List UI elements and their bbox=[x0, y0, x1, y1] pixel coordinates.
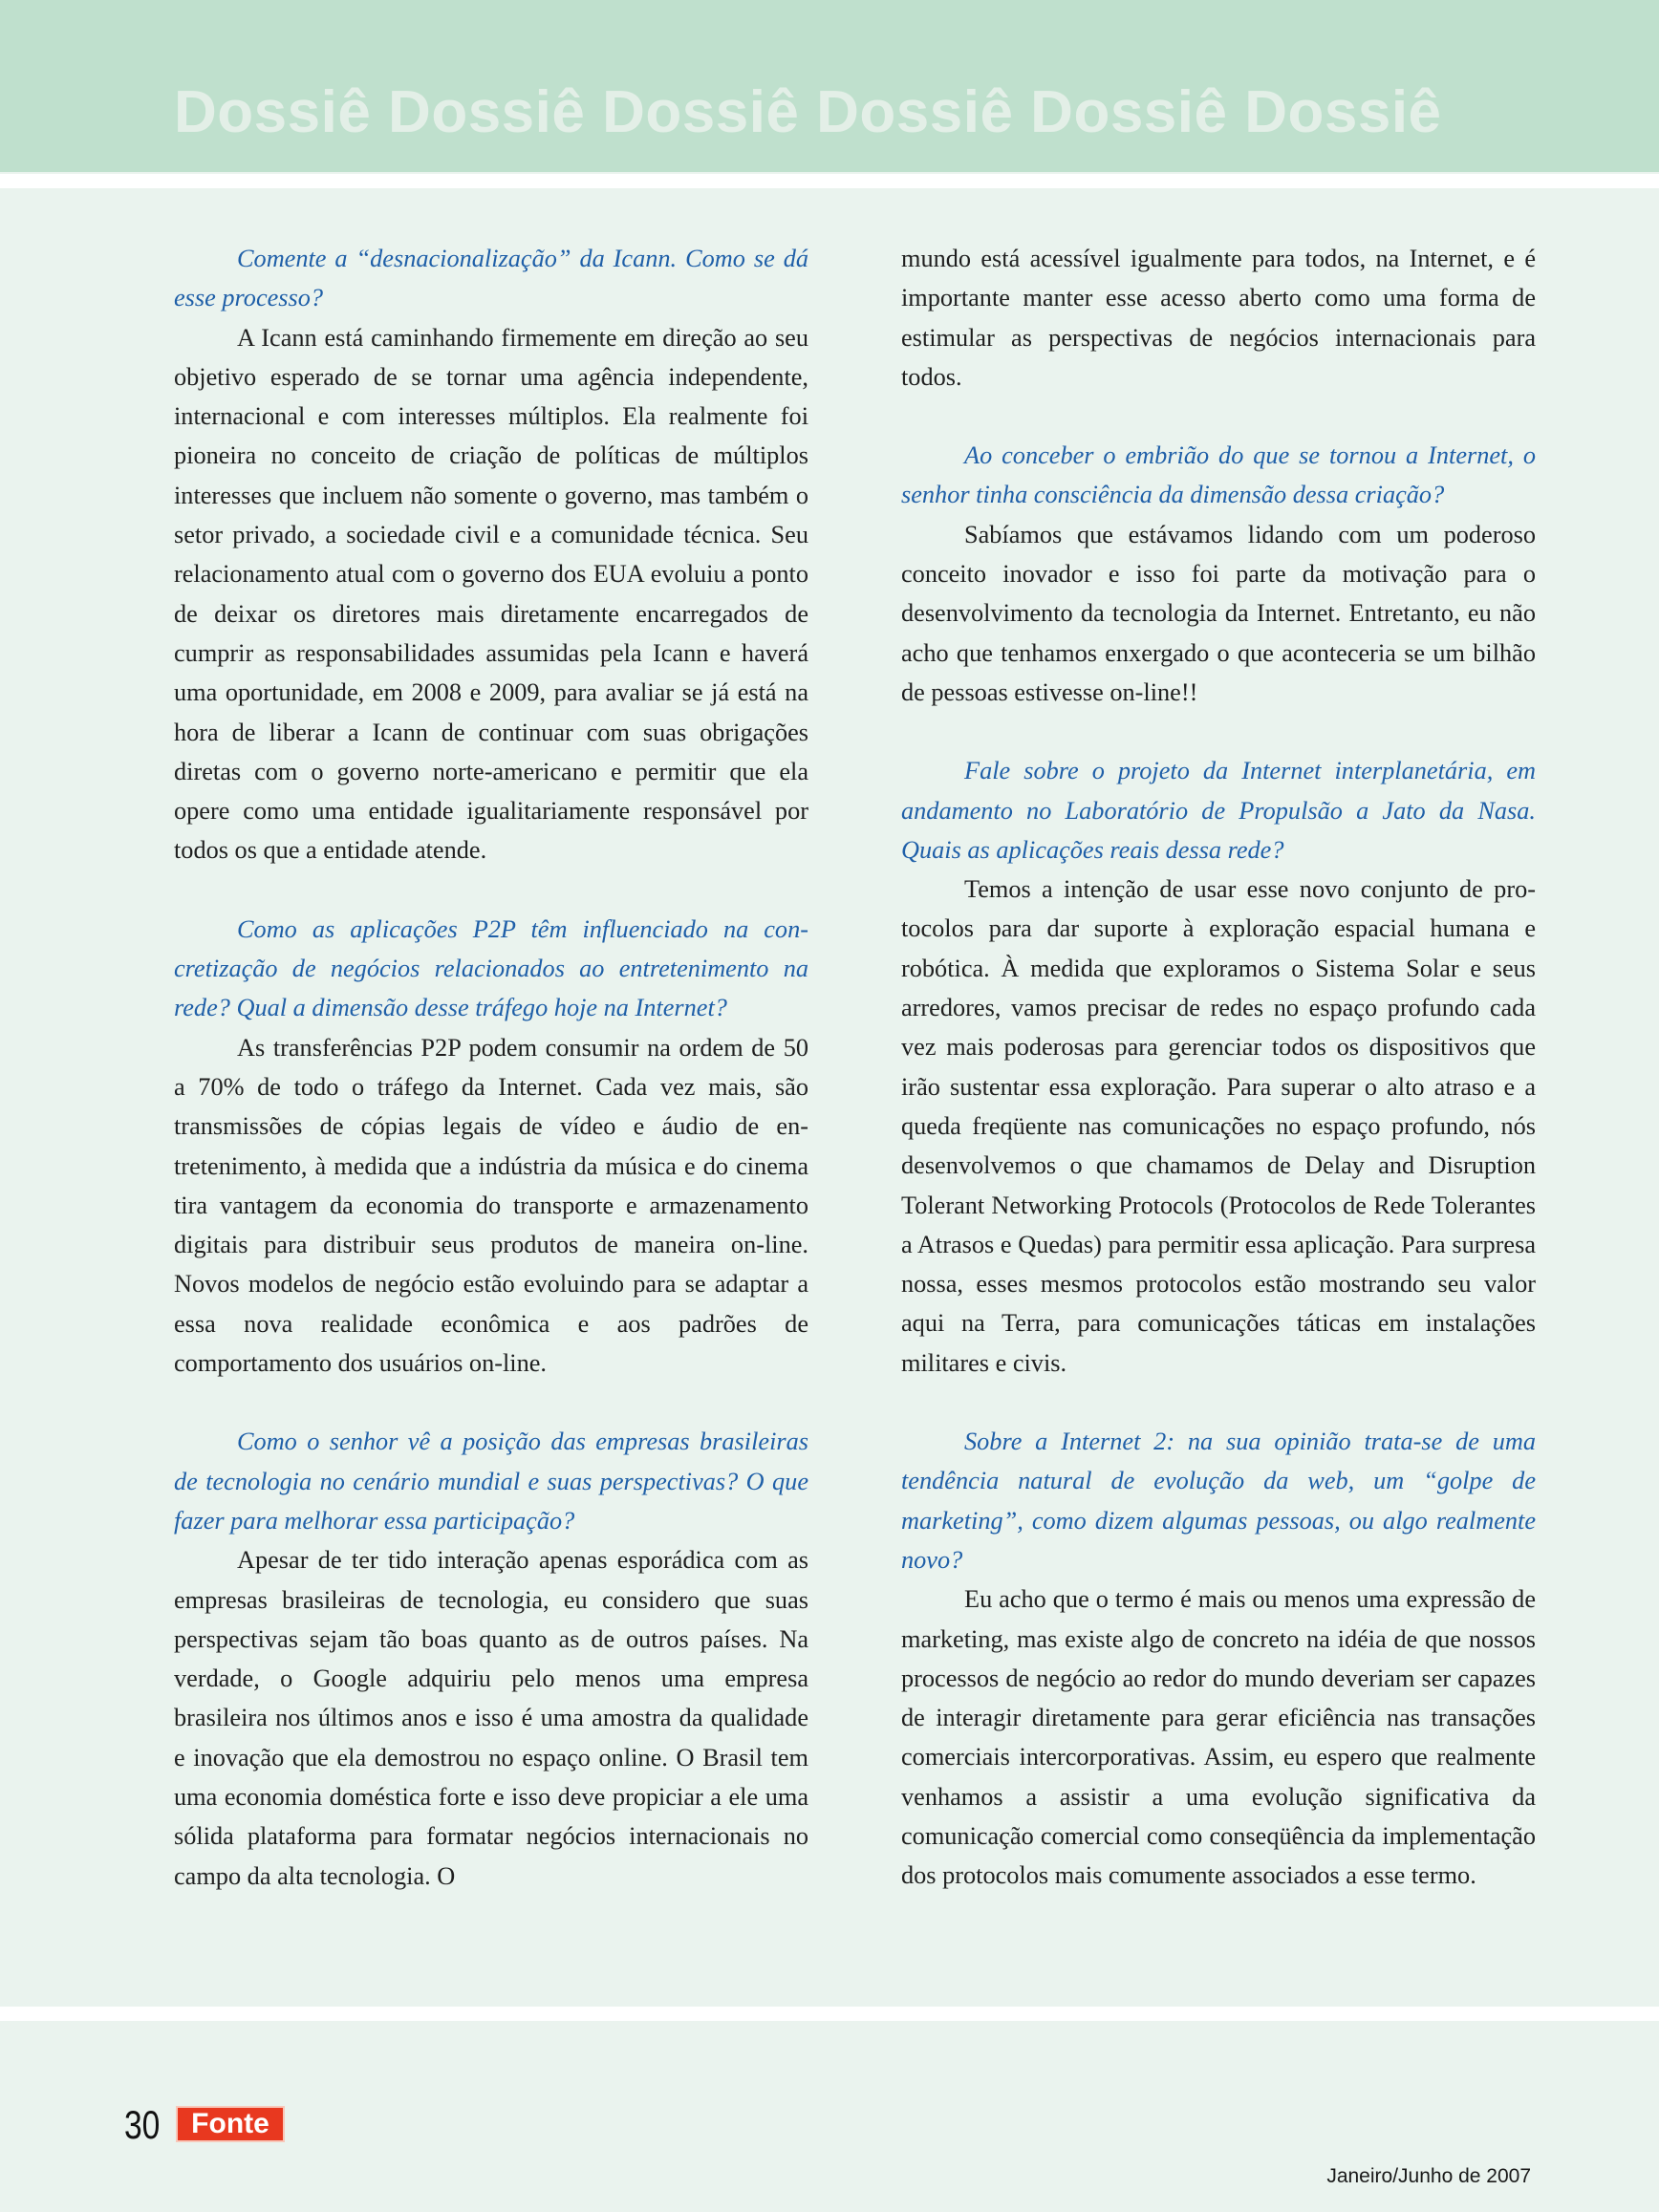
paragraph-gap bbox=[174, 1383, 808, 1422]
question-6: Sobre a Internet 2: na sua opinião trata-se de uma tendência natural de evolução da web, um “golpe de marketing”, como dizem algumas pessoas, ou algo realmente novo? bbox=[901, 1428, 1536, 1574]
left-column bbox=[174, 239, 808, 1896]
question-5: Fale sobre o projeto da Internet interplanetária, em andamento no Laboratório de Propulsão a Jato da Nasa. Quais as aplicações reais dessa rede? bbox=[901, 757, 1536, 864]
answer-4: Sabíamos que estávamos lidando com um poderoso conceito inovador e isso foi parte da motivação para o desenvolvimento da tecnologia da Internet. Entretanto, eu não acho que tenhamos enxergado o que aconteceria se um bilhão de pessoas estivesse on-line!! bbox=[901, 520, 1536, 706]
issue-date: Janeiro/Junho de 2007 bbox=[1326, 2165, 1531, 2187]
question-3: Como o senhor vê a posição das empresas brasileiras de tecnologia no cenário mundial e suas perspectivas? O que fazer para melhorar essa participação? bbox=[174, 1428, 808, 1535]
paragraph-gap bbox=[174, 870, 808, 910]
question-2: Como as aplicações P2P têm influenciado na concretização de negócios relacionados ao entretenimento na rede? Qual a dimensão desse tráfego hoje na Internet? bbox=[174, 914, 808, 1022]
answer-1: A Icann está caminhando firmemente em direção ao seu objetivo esperado de se tornar uma agência independente, internacional e com interesses múltiplos. Ela realmente foi pioneira no conceito de criação de políticas de múltiplos interesses que incluem não somente o governo, mas também o setor privado, a sociedade civil e a comunidade técnica. Seu relacionamento atual com o governo dos EUA evoluiu a ponto de deixar os diretores mais diretamente encarregados de cumprir as responsabilidades assumidas pela Icann e haverá uma oportunidade, em 2008 e 2009, para avaliar se já está na hora de liberar a Icann de continuar com suas obrigações diretas com o governo norte-americano e permitir que ela opere como uma entidade igualitariamente responsável por todos os que a entidade atende. bbox=[174, 323, 808, 865]
paragraph-gap bbox=[901, 1383, 1536, 1422]
right-column bbox=[901, 239, 1536, 1896]
paragraph-gap bbox=[901, 712, 1536, 751]
question-1: Comente a “desnacionalização” da Icann. Como se dá esse processo? bbox=[174, 245, 808, 312]
logo-text: Fonte bbox=[191, 2108, 269, 2139]
answer-6: Eu acho que o termo é mais ou menos uma expressão de marketing, mas existe algo de concreto na idéia de que nossos processos de negócio ao redor do mundo deveriam ser capazes de interagir diretamente para gerar eficiência nas transações comerciais intercorporativas. Assim, eu espero que realmente venhamos a assistir a uma evolução significativa da comunicação comercial como conseqüência da implementação dos protocolos mais comumente associados a esse termo. bbox=[901, 1585, 1536, 1890]
paragraph-gap bbox=[901, 397, 1536, 436]
answer-3: Apesar de ter tido interação apenas esporádica com as empresas brasileiras de tecnologia, eu considero que suas perspectivas sejam tão boas quanto as de outros países. Na verdade, o Google adquiriu pelo menos uma empresa brasileira nos últimos anos e isso é uma amostra da qualidade e inovação que ela demostrou no espaço online. O Brasil tem uma economia doméstica forte e isso deve propiciar a ele uma sólida plataforma para formatar negócios internacionais no campo da alta tecnologia. O bbox=[174, 1546, 808, 1890]
answer-5: Temos a intenção de usar esse novo conjunto de protocolos para dar suporte à exploração espacial humana e robótica. À medida que exploramos o Sistema Solar e seus arredores, vamos precisar de redes no espaço profundo cada vez mais poderosas para gerenciar todos os dispositivos que irão sustentar essa exploração. Para superar o alto atraso e a queda freqüente nas comunicações no espaço profundo, nós desenvolvemos o que chamamos de Delay and Disruption Tolerant Networking Protocols (Protocolos de Rede Tolerantes a Atrasos e Quedas) para permitir essa aplicação. Para surpresa nossa, esses mesmos protocolos estão mostrando seu valor aqui na Terra, para comunicações táticas em instalações militares e civis. bbox=[901, 875, 1536, 1377]
top-divider bbox=[0, 174, 1659, 188]
page-number: 30 bbox=[124, 2102, 161, 2147]
section-title: Dossiê Dossiê Dossiê Dossiê Dossiê Dossiê bbox=[174, 79, 1442, 145]
answer-3-continuation: mundo está acessível igualmente para todos, na Internet, e é importante manter esse acesso aberto como uma forma de estimular as perspectivas de negócios internacionais para todos. bbox=[901, 245, 1536, 391]
answer-2: As transferências P2P podem consumir na ordem de 50 a 70% de todo o tráfego da Internet. Cada vez mais, são transmissões de cópias legais de vídeo e áudio de entretenimento, à medida que a indústria da música e do cinema tira vantagem da economia do transporte e armazenamento digitais para distribuir seus produtos de maneira on-line. Novos modelos de negócio estão evoluindo para se adaptar a essa nova realidade econômica e aos padrões de comportamento dos usuários on-line. bbox=[174, 1033, 808, 1378]
bottom-divider bbox=[0, 2007, 1659, 2021]
question-4: Ao conceber o embrião do que se tornou a Internet, o senhor tinha consciência da dimensão dessa criação? bbox=[901, 441, 1536, 509]
fonte-logo bbox=[176, 2106, 285, 2142]
